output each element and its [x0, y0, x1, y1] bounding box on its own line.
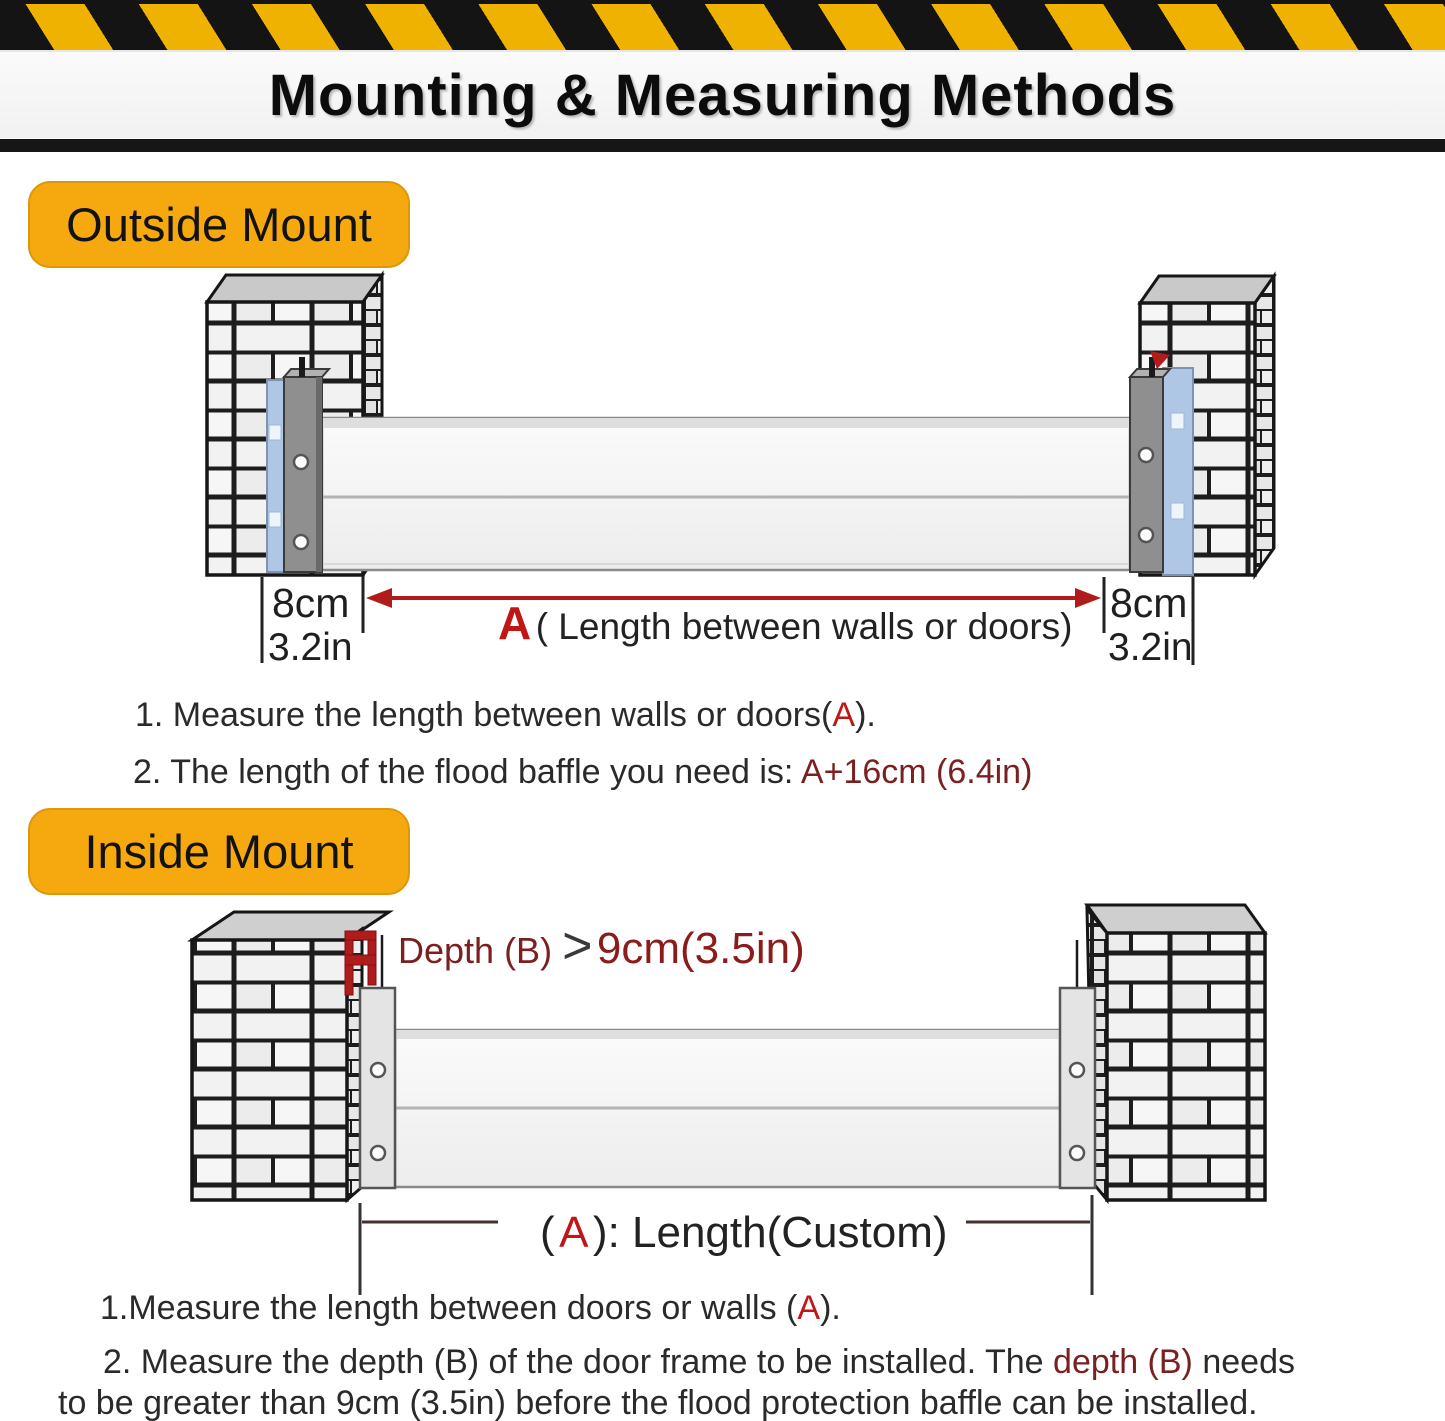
inside-step-2-cont: to be greater than 9cm (3.5in) before the flood protection baffle can be installed. [58, 1384, 1258, 1421]
outside-mount-badge [28, 181, 410, 268]
outside-step-2: 2. The length of the flood baffle you need is: A+16cm (6.4in) [133, 753, 1033, 791]
inside-mount-badge-label: Inside Mount [84, 825, 354, 878]
outside-mount-diagram [0, 265, 1445, 670]
banner-divider [0, 139, 1445, 152]
page-title: Mounting & Measuring Methods [268, 62, 1177, 128]
outside-step-1: 1. Measure the length between walls or doors(A). [135, 696, 876, 734]
flood-baffle [395, 1030, 1060, 1187]
right-overlap-cm: 8cm [1110, 580, 1188, 626]
inside-step-2: 2. Measure the depth (B) of the door frame to be installed. The depth (B) needs [103, 1343, 1295, 1381]
left-mounting-bracket [360, 988, 395, 1188]
inside-step-1: 1.Measure the length between doors or walls (A). [100, 1289, 841, 1327]
inside-mount-badge [28, 808, 410, 895]
inside-mount-diagram [0, 895, 1445, 1295]
right-mounting-bracket [1130, 351, 1193, 575]
hazard-stripes [0, 4, 1445, 52]
title-band [0, 52, 1445, 138]
banner [0, 0, 1445, 153]
left-overlap-in: 3.2in [268, 626, 353, 669]
dimension-arrow [366, 588, 1101, 608]
depth-label: Depth (B) > 9cm(3.5in) [398, 917, 805, 975]
right-overlap-in: 3.2in [1108, 626, 1193, 669]
left-overlap-cm: 8cm [272, 580, 350, 626]
outside-mount-badge-label: Outside Mount [66, 198, 372, 251]
flood-baffle [322, 418, 1130, 570]
length-a-label: A ( Length between walls or doors) [498, 597, 1073, 649]
length-a-label: ( A ): Length(Custom) [540, 1208, 948, 1257]
right-brick-pillar [1087, 905, 1265, 1200]
left-mounting-bracket [267, 357, 329, 572]
